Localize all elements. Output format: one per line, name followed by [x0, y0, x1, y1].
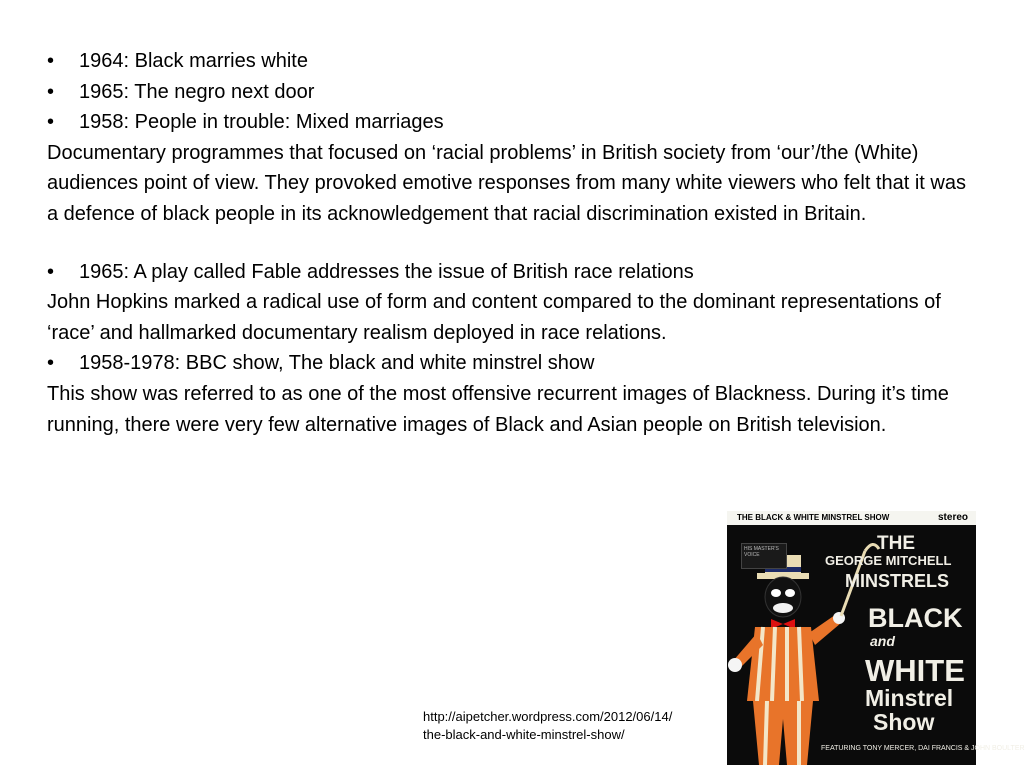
- album-title-line: Minstrel: [865, 685, 954, 711]
- bullet-text: 1964: Black marries white: [79, 50, 308, 72]
- caption-line: http://aipetcher.wordpress.com/2012/06/14/: [423, 709, 673, 724]
- bullet-text: 1965: A play called Fable addresses the issue of British race relations: [79, 260, 694, 283]
- album-title-line: GEORGE MITCHELL: [825, 553, 952, 568]
- eye-left: [771, 589, 781, 597]
- record-label-badge: HIS MASTER'S VOICE: [741, 543, 787, 569]
- bullet-item: [47, 77, 977, 108]
- striped-trousers: [753, 701, 813, 765]
- stereo-label: stereo: [937, 512, 968, 523]
- bullet-item: [47, 348, 977, 379]
- paragraph-documentaries: Documentary programmes that focused on ‘racial problems’ in British society from ‘our’/the (White) audiences point of view. They provoked emotive responses from many white viewers who felt that it was a defence of black people in its acknowledgement that racial discrimination existed in Britain.: [47, 141, 966, 225]
- slide-body: [47, 46, 977, 440]
- bullet-glyph: •: [47, 80, 55, 103]
- album-title-line: and: [870, 633, 895, 649]
- album-title-line: BLACK: [868, 603, 963, 633]
- album-header-strip: [727, 511, 976, 525]
- bullet-glyph: •: [47, 260, 55, 283]
- album-title-line: THE: [877, 533, 915, 554]
- left-glove: [728, 658, 742, 672]
- album-title-line: WHITE: [865, 653, 965, 688]
- album-credits: FEATURING TONY MERCER, DAI FRANCIS & JOHN BOULTER: [821, 745, 1025, 752]
- spacer: [47, 230, 977, 257]
- album-title-line: MINSTRELS: [845, 571, 950, 591]
- bullet-text: 1965: The negro next door: [79, 80, 315, 103]
- caption-line: the-black-and-white-minstrel-show/: [423, 727, 625, 742]
- image-source-caption[interactable]: [423, 708, 723, 744]
- mouth: [773, 603, 793, 613]
- bullet-text: 1958: People in trouble: Mixed marriages: [79, 111, 444, 134]
- album-header-text: THE BLACK & WHITE MINSTREL SHOW: [737, 513, 890, 522]
- bullet-glyph: •: [47, 111, 55, 134]
- bullet-text: 1958-1978: BBC show, The black and white minstrel show: [79, 352, 595, 375]
- paragraph-fable: John Hopkins marked a radical use of form and content compared to the dominant representations of ‘race’ and hallmarked documentary realism deployed in race relations.: [47, 291, 941, 344]
- bullet-item: [47, 107, 977, 138]
- eye-right: [785, 589, 795, 597]
- bullet-glyph: •: [47, 352, 55, 375]
- album-cover-image: [727, 511, 1025, 765]
- bullet-item: [47, 257, 977, 288]
- bullet-item: [47, 46, 977, 77]
- paragraph-minstrel-show: This show was referred to as one of the most offensive recurrent images of Blackness. During it’s time running, there were very few alternative images of Black and Asian people on British television.: [47, 382, 949, 436]
- bullet-glyph: •: [47, 50, 55, 72]
- album-title-line: Show: [873, 709, 935, 735]
